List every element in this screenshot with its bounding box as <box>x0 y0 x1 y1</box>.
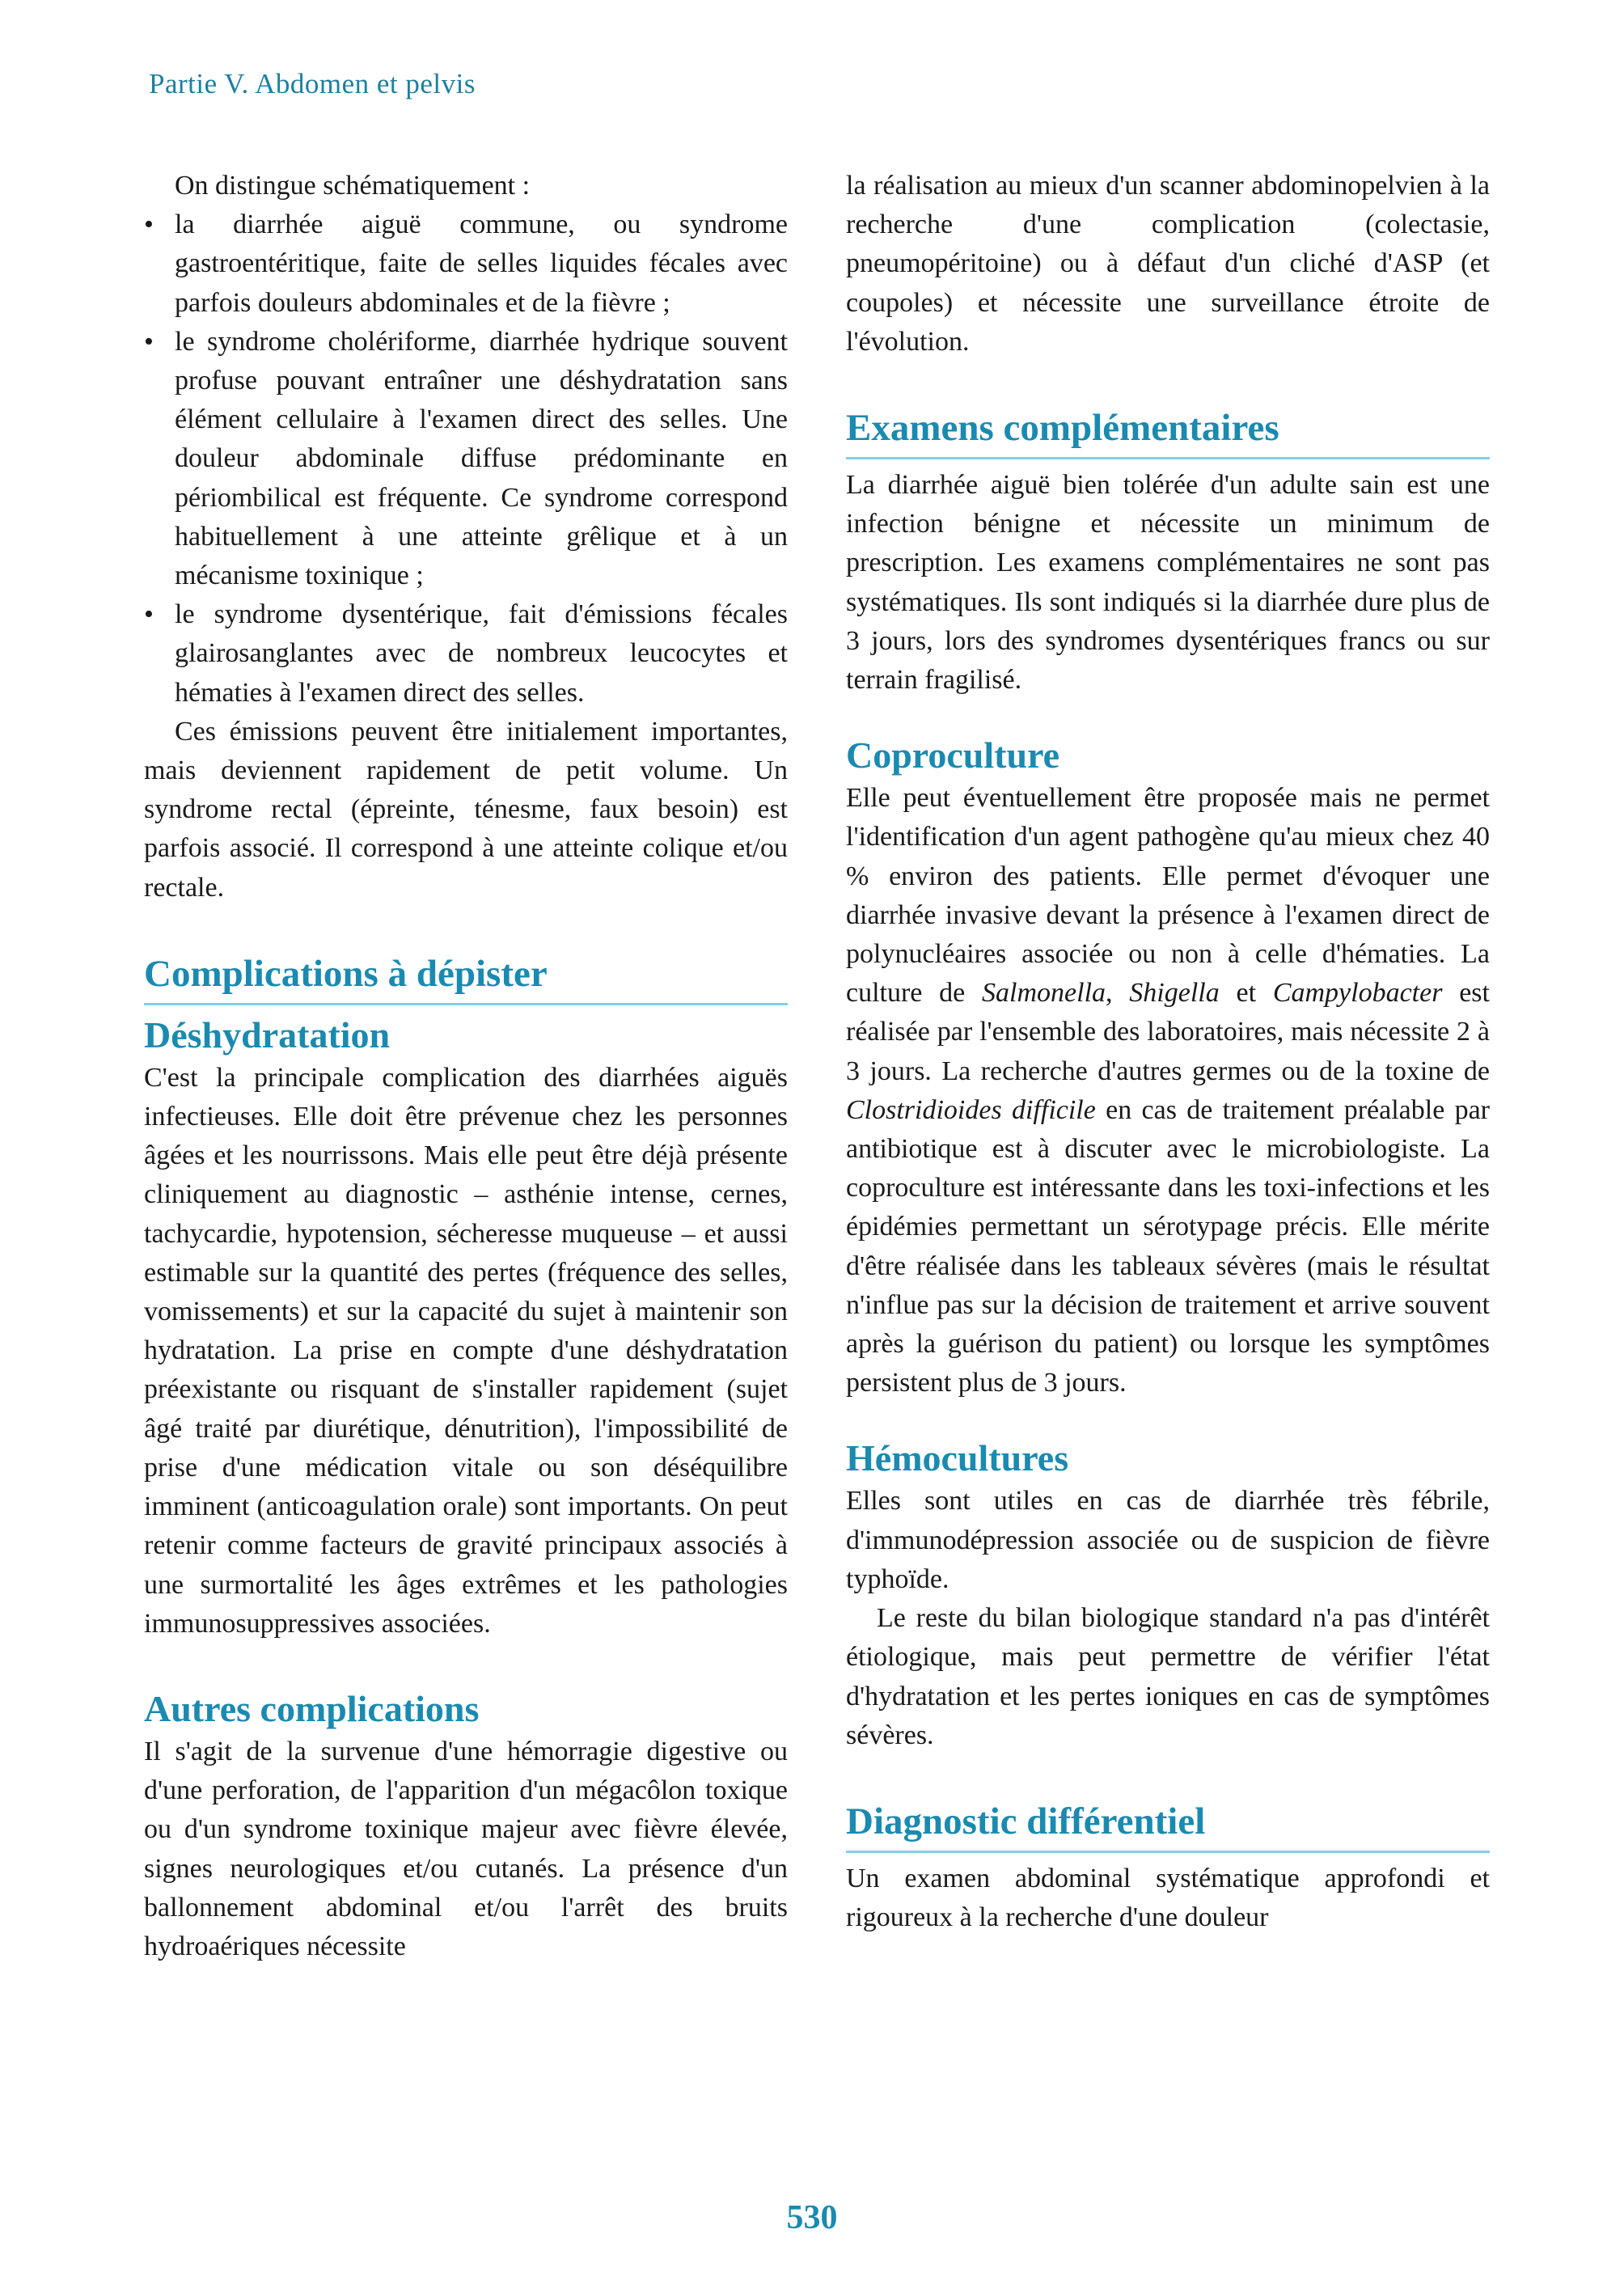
coproculture-text-2: est réalisée par l'ensemble des laboratoires, mais nécessite 2 à 3 jours. La recherche d'autres germes ou de la toxine de <box>846 978 1490 1086</box>
subsection-heading-coproculture: Coproculture <box>846 734 1060 776</box>
separator: , <box>1106 978 1130 1009</box>
coproculture-paragraph <box>846 779 1490 1402</box>
diagnostic-paragraph: Un examen abdominal systématique approfondi et rigoureux à la recherche d'une douleur <box>846 1863 1490 1933</box>
list-item: • le syndrome dysentérique, fait d'émissions fécales glairosanglantes avec de nombreux leucocytes et hématies à l'examen direct des selles. <box>144 595 788 713</box>
list-item: • le syndrome cholériforme, diarrhée hydrique souvent profuse pouvant entraîner une déshydratation sans élément cellulaire à l'examen direct des selles. Une douleur abdominale diffuse prédominante en périombilical est fréquente. Ce syndrome correspond habituellement à une atteinte grêlique et à un mécanisme toxinique ; <box>144 323 788 595</box>
right-continuation-paragraph: la réalisation au mieux d'un scanner abdominopelvien à la recherche d'une complication (colectasie, pneumopéritoine) ou à défaut d'un cliché d'ASP (et coupoles) et nécessite une surveillance étroite de l'évolution. <box>846 171 1490 357</box>
deshydratation-paragraph: C'est la principale complication des diarrhées aiguës infectieuses. Elle doit être prévenue chez les personnes âgées et les nourrissons. Mais elle peut être déjà présente cliniquement au diagnostic – asthénie intense, cernes, tachycardie, hypotension, sécheresse muqueuse – et aussi estimable sur la quantité des pertes (fréquence des selles, vomissements) et sur la capacité du sujet à maintenir son hydratation. La prise en compte d'une déshydratation préexistante ou risquant de s'installer rapidement (sujet âgé traité par diurétique, dénutrition), l'impossibilité de prise d'une médication vitale ou son déséquilibre imminent (anticoagulation orale) sont importants. On peut retenir comme facteurs de gravité principaux associés à une surmortalité les âges extrêmes et les pathologies immunosuppressives associées. <box>144 1062 788 1639</box>
salmonella-term: Salmonella <box>982 978 1106 1009</box>
subsection-heading-autres-complications: Autres complications <box>144 1687 480 1729</box>
running-head: Partie V. Abdomen et pelvis <box>149 68 476 99</box>
page-number: 530 <box>786 2199 838 2236</box>
bilan-paragraph: Le reste du bilan biologique standard n'a pas d'intérêt étiologique, mais peut permettre de vérifier l'état d'hydratation et les pertes ioniques en cas de symptômes sévères. <box>846 1603 1490 1750</box>
examens-paragraph: La diarrhée aiguë bien tolérée d'un adulte sain est une infection bénigne et nécessite un minimum de prescription. Les examens complémentaires ne sont pas systématiques. Ils sont indiqués si la diarrhée dure plus de 3 jours, lors des syndromes dysentériques francs ou sur terrain fragilisé. <box>846 470 1490 696</box>
intro-paragraph: On distingue schématiquement : <box>175 171 531 201</box>
subsection-heading-deshydratation: Déshydratation <box>144 1013 391 1056</box>
campylobacter-term: Campylobacter <box>1272 978 1443 1009</box>
coproculture-text-3: en cas de traitement préalable par antibiotique est à discuter avec le microbiologiste. La coproculture est intéressante dans les toxi-infections et les épidémies permettant un sérotypage précis. Elle mérite d'être réalisée dans les tableaux sévères (mais le résultat n'influe pas sur la décision de traitement et arrive souvent après la guérison du patient) ou lorsque les symptômes persistent plus de 3 jours. <box>846 1094 1490 1398</box>
hemocultures-paragraph: Elles sont utiles en cas de diarrhée très fébrile, d'immunodépression associée ou de suspicion de fièvre typhoïde. <box>846 1486 1490 1594</box>
continuation-paragraph <box>144 713 788 907</box>
left-column <box>144 167 788 1966</box>
section-heading-examens: Examens complémentaires <box>846 404 1490 459</box>
continuation-text: Ces émissions peuvent être initialement importantes, mais deviennent rapidement de petit volume. Un syndrome rectal (épreinte, ténesme, faux besoin) est parfois associé. Il correspond à une atteinte colique et/ou rectale. <box>144 716 788 903</box>
autres-complications-paragraph: Il s'agit de la survenue d'une hémorragie digestive ou d'une perforation, de l'apparition d'un mégacôlon toxique ou d'un syndrome toxinique majeur avec fièvre élevée, signes neurologiques et/ou cutanés. La présence d'un ballonnement abdominal et/ou l'arrêt des bruits hydroaériques nécessite <box>144 1736 788 1961</box>
section-heading-complications: Complications à dépister <box>144 950 788 1005</box>
clostridioides-term: Clostridioides difficile <box>846 1094 1096 1125</box>
syndrome-list <box>144 205 788 713</box>
list-item: • la diarrhée aiguë commune, ou syndrome gastroentéritique, faite de selles liquides fécales avec parfois douleurs abdominales et de la fièvre ; <box>144 205 788 323</box>
shigella-term: Shigella <box>1129 978 1220 1009</box>
subsection-heading-hemocultures: Hémocultures <box>846 1437 1069 1479</box>
separator: et <box>1219 978 1273 1009</box>
section-heading-diagnostic-differentiel: Diagnostic différentiel <box>846 1797 1490 1853</box>
right-column <box>846 167 1490 1937</box>
coproculture-text-1: Elle peut éventuellement être proposée mais ne permet l'identification d'un agent pathogène qu'au mieux chez 40 % environ des patients. Elle permet d'évoquer une diarrhée invasive devant la présence à l'examen direct de polynucléaires associée ou non à celle d'hématies. La culture de <box>846 783 1490 1009</box>
